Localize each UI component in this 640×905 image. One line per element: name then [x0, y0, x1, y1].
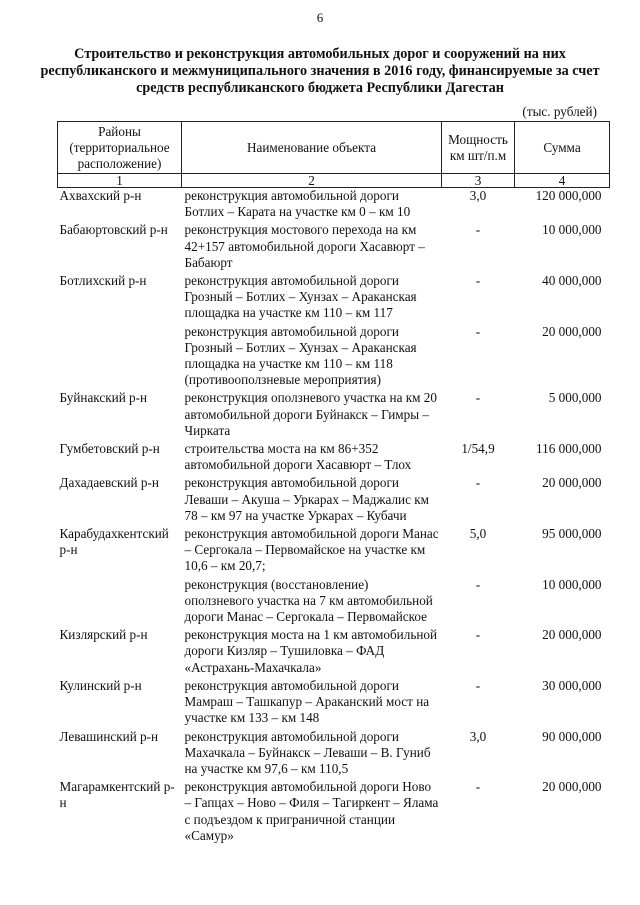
table-row [58, 524, 610, 575]
cell-district: Кулинский р-н [59, 677, 142, 693]
cell-object: реконструкция автомобильной дороги Ново – Гапцах – Ново – Филя – Тагиркент – Ялама с подъездом к приграничной станции «Самур» [184, 779, 439, 843]
cell-district: Левашинский р-н [59, 728, 159, 744]
cell-district: Ахвахский р-н [59, 188, 142, 203]
cell-object: реконструкция автомобильной дороги Грозный – Ботлих – Хунзах – Араканская площадка на участке км 110 – км 118 (противооползневые мероприятия) [184, 323, 417, 388]
header-district: Районы (территориальное расположение) [58, 122, 182, 174]
table-row [58, 676, 610, 727]
cell-capacity: 3,0 [469, 188, 487, 203]
header-capacity: Мощность км шт/п.м [442, 122, 515, 174]
cell-district: Карабудахкентский р-н [59, 526, 169, 558]
cell-sum: 120 000,000 [535, 188, 602, 203]
header-sum: Сумма [515, 122, 610, 174]
title-line: республиканского и межмуниципального значения в 2016 году, финансируемые за счет [40, 63, 600, 79]
cell-object: реконструкция автомобильной дороги Манас – Сергокала – Первомайское на участке км 10,6 – км 20,7; [184, 526, 439, 574]
cell-capacity: - [475, 273, 481, 289]
cell-sum: 95 000,000 [542, 526, 602, 542]
cell-district: Ботлихский р-н [59, 273, 147, 289]
cell-sum: 40 000,000 [542, 273, 602, 289]
units-label: (тыс. рублей) [522, 104, 597, 119]
cell-sum: 30 000,000 [542, 677, 602, 693]
column-number: 2 [182, 174, 442, 188]
cell-sum: 90 000,000 [542, 728, 602, 744]
cell-object: реконструкция автомобильной дороги Ботлих – Карата на участке км 0 – км 10 [184, 188, 411, 220]
cell-object: реконструкция моста на 1 км автомобильной дороги Кизляр – Тушиловка – ФАД «Астрахань-Махачкала» [184, 627, 438, 675]
table-row [58, 188, 610, 221]
cell-object: реконструкция автомобильной дороги Махачкала – Буйнакск – Леваши – В. Гуниб на участке км 97,6 – км 110,5 [184, 728, 431, 776]
cell-sum: 20 000,000 [542, 779, 602, 795]
cell-object: реконструкция (восстановление) оползневого участка на 7 км автомобильной дороги Манас – Сергокала – Первомайское [184, 576, 433, 625]
title-line: Строительство и реконструкция автомобильных дорог и сооружений на них [74, 46, 566, 62]
cell-district: Бабаюртовский р-н [59, 222, 168, 238]
cell-district [58, 322, 182, 389]
cell-district: Гумбетовский р-н [59, 441, 160, 457]
cell-sum: 20 000,000 [542, 627, 602, 643]
table-row [58, 777, 610, 844]
cell-capacity: - [475, 390, 481, 406]
cell-object: реконструкция автомобильной дороги Мамраш – Ташкапур – Араканский мост на участке км 133 – км 148 [184, 677, 430, 726]
cell-district: Кизлярский р-н [59, 627, 148, 643]
cell-capacity: 3,0 [469, 728, 487, 744]
cell-capacity: - [475, 779, 481, 795]
table-row [58, 220, 610, 271]
cell-object: реконструкция автомобильной дороги Грозный – Ботлих – Хунзах – Араканская площадка на участке км 110 – км 117 [184, 273, 417, 321]
column-number-row [58, 174, 610, 188]
cell-district: Буйнакский р-н [59, 390, 148, 406]
page-number: 6 [316, 10, 324, 25]
header-object: Наименование объекта [182, 122, 442, 174]
cell-sum: 10 000,000 [542, 576, 602, 592]
table-row [58, 322, 610, 389]
cell-sum: 116 000,000 [536, 441, 602, 457]
cell-sum: 20 000,000 [542, 323, 602, 339]
column-number: 3 [442, 174, 515, 188]
column-number: 4 [515, 174, 610, 188]
table-row [58, 727, 610, 778]
cell-capacity: 1/54,9 [461, 441, 495, 457]
table-row [58, 473, 610, 524]
cell-capacity: - [475, 222, 481, 238]
table-row [58, 439, 610, 473]
cell-capacity: 5,0 [469, 526, 487, 542]
document-title [40, 46, 600, 97]
cell-capacity: - [475, 627, 481, 643]
table-row [58, 388, 610, 439]
cell-capacity: - [475, 475, 481, 491]
cell-sum: 10 000,000 [542, 222, 602, 238]
cell-sum: 20 000,000 [542, 475, 602, 491]
cell-capacity: - [475, 323, 481, 339]
cell-capacity: - [475, 677, 481, 693]
table-row [58, 625, 610, 676]
table-row [58, 575, 610, 626]
cell-object: реконструкция оползневого участка на км 20 автомобильной дороги Буйнакск – Гимры – Чирката [184, 390, 437, 438]
cell-object: реконструкция автомобильной дороги Леваши – Акуша – Уркарах – Маджалис км 78 – км 97 на участке Уркарах – Кубачи [184, 475, 430, 523]
table-row [58, 271, 610, 322]
cell-object: строительства моста на км 86+352 автомобильной дороги Хасавюрт – Тлох [184, 441, 412, 473]
title-line: средств республиканского бюджета Республики Дагестан [136, 80, 504, 96]
cell-capacity: - [475, 576, 481, 592]
column-number: 1 [58, 174, 182, 188]
cell-district [58, 575, 182, 626]
header-row [58, 122, 610, 174]
cell-district: Дахадаевский р-н [59, 475, 159, 491]
objects-table [57, 121, 610, 844]
cell-sum: 5 000,000 [548, 390, 602, 406]
cell-object: реконструкция мостового перехода на км 42+157 автомобильной дороги Хасавюрт – Бабаюрт [184, 222, 425, 270]
cell-district: Магарамкентский р-н [59, 779, 175, 811]
